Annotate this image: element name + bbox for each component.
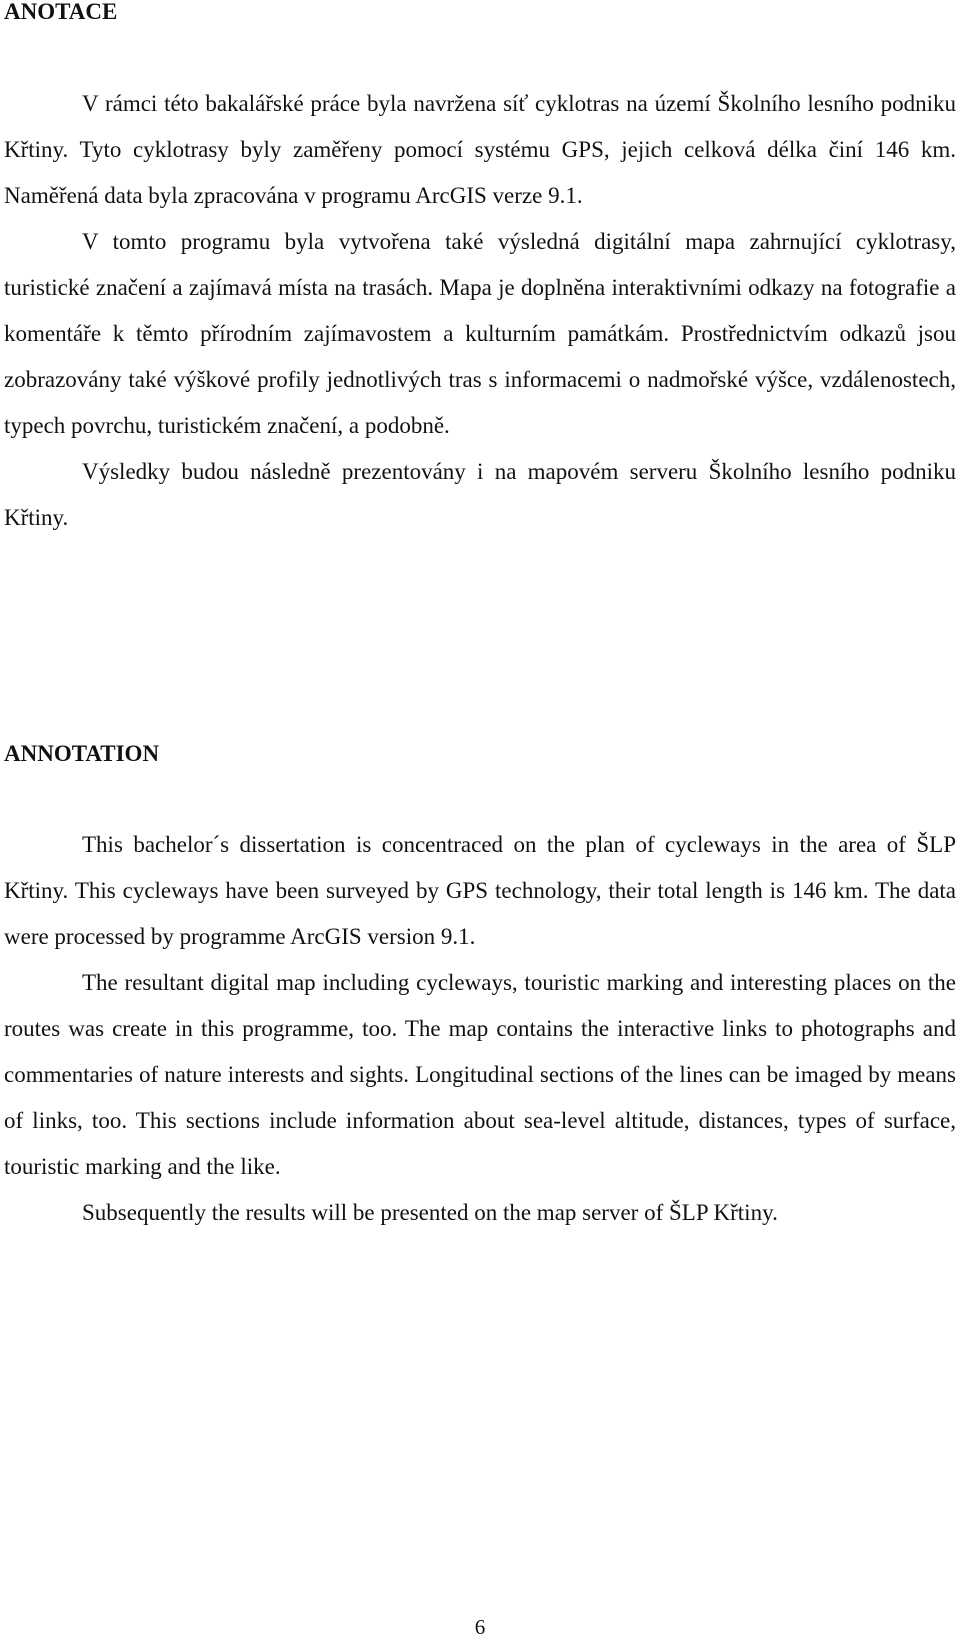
paragraph-en-3: Subsequently the results will be presented on the map server of ŠLP Křtiny. (82, 1200, 778, 1225)
paragraph-cz-1: V rámci této bakalářské práce byla navržena síť cyklotras na území Školního lesního podniku Křtiny. Tyto cyklotrasy byly zaměřeny pomocí systému GPS, jejich celková délka činí 146 km. Naměřená data byla zpracována v programu ArcGIS verze 9.1. (4, 91, 956, 208)
section-annotation (4, 822, 956, 1236)
page-number: 6 (474, 1615, 486, 1639)
paragraph-en-1: This bachelor´s dissertation is concentraced on the plan of cycleways in the area of ŠLP Křtiny. This cycleways have been surveyed by GPS technology, their total length is 146 km. The data were processed by programme ArcGIS version 9.1. (4, 832, 956, 949)
paragraph-en-2: The resultant digital map including cycleways, touristic marking and interesting places on the routes was create in this programme, too. The map contains the interactive links to photographs and commentaries of nature interests and sights. Longitudinal sections of the lines can be imaged by means of links, too. This sections include information about sea-level altitude, distances, types of surface, touristic marking and the like. (4, 970, 956, 1179)
heading-annotation: ANNOTATION (4, 741, 160, 766)
section-anotace (4, 81, 956, 541)
heading-anotace: ANOTACE (4, 0, 118, 24)
paragraph-cz-3: Výsledky budou následně prezentovány i na mapovém serveru Školního lesního podniku Křtiny. (4, 459, 956, 530)
paragraph-cz-2: V tomto programu byla vytvořena také výsledná digitální mapa zahrnující cyklotrasy, turistické značení a zajímavá místa na trasách. Mapa je doplněna interaktivními odkazy na fotografie a komentáře k těmto přírodním zajímavostem a kulturním památkám. Prostřednictvím odkazů jsou zobrazovány také výškové profily jednotlivých tras s informacemi o nadmořské výšce, vzdálenostech, typech povrchu, turistickém značení, a podobně. (4, 229, 956, 438)
